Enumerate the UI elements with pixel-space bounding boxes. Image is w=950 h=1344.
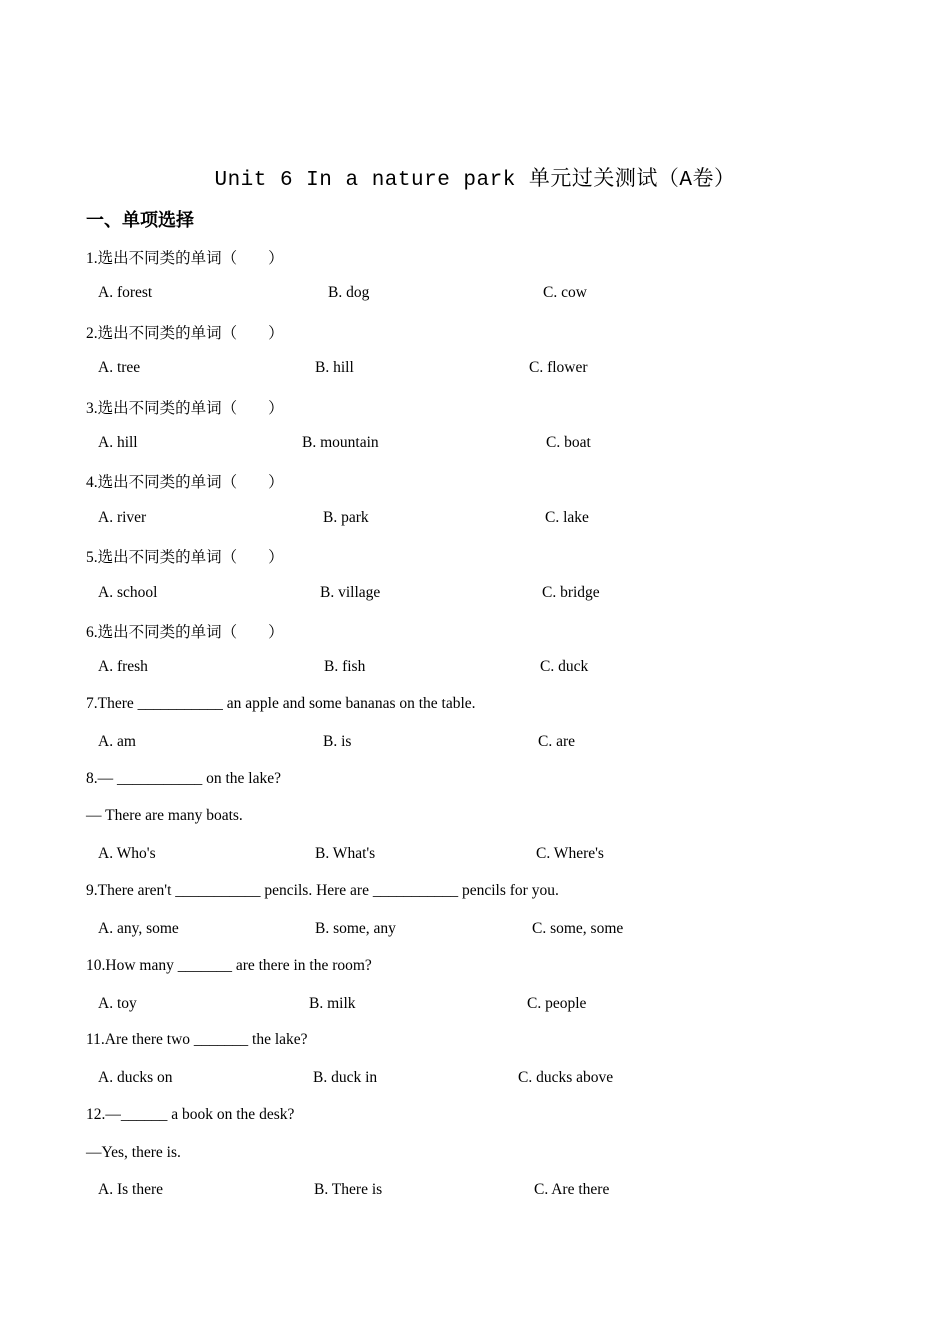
option-c: C. Are there — [534, 1181, 610, 1198]
option-c: C. ducks above — [518, 1069, 614, 1086]
question-stem: 2.选出不同类的单词（ ） — [86, 325, 284, 342]
option-c: C. bridge — [542, 584, 600, 601]
option-c: C. boat — [546, 434, 591, 451]
option-a: A. forest — [98, 284, 153, 301]
option-a: A. any, some — [98, 920, 179, 937]
option-a: A. ducks on — [98, 1069, 173, 1086]
question-stem: 7.There ___________ an apple and some bananas on the table. — [86, 695, 476, 712]
question-stem: 9.There aren't ___________ pencils. Here are ___________ pencils for you. — [86, 882, 559, 899]
option-b: B. duck in — [313, 1069, 378, 1086]
option-a: A. Is there — [98, 1181, 163, 1198]
option-a: A. river — [98, 509, 147, 526]
option-a: A. toy — [98, 995, 137, 1012]
option-a: A. school — [98, 584, 158, 601]
option-b: B. milk — [309, 995, 356, 1012]
question-stem: 12.—______ a book on the desk? — [86, 1106, 295, 1123]
option-c: C. duck — [540, 658, 589, 675]
option-c: C. cow — [543, 284, 587, 301]
question-stem: 10.How many _______ are there in the room? — [86, 957, 372, 974]
question-stem: 6.选出不同类的单词（ ） — [86, 624, 284, 641]
option-b: B. park — [323, 509, 369, 526]
option-b: B. some, any — [315, 920, 396, 937]
option-b: B. village — [320, 584, 381, 601]
question-stem: 4.选出不同类的单词（ ） — [86, 474, 284, 491]
option-a: A. tree — [98, 359, 141, 376]
question-stem: 1.选出不同类的单词（ ） — [86, 250, 284, 267]
question-stem: 11.Are there two _______ the lake? — [86, 1031, 308, 1048]
option-b: B. fish — [324, 658, 366, 675]
page-title: Unit 6 In a nature park 单元过关测试（A卷） — [214, 169, 736, 192]
option-a: A. fresh — [98, 658, 148, 675]
question-reply: — There are many boats. — [86, 807, 243, 824]
option-c: C. lake — [545, 509, 589, 526]
question-stem: 8.— ___________ on the lake? — [86, 770, 282, 787]
option-c: C. Where's — [536, 845, 604, 862]
option-b: B. What's — [315, 845, 376, 862]
question-stem: 5.选出不同类的单词（ ） — [86, 549, 284, 566]
option-c: C. some, some — [532, 920, 624, 937]
option-b: B. mountain — [302, 434, 379, 451]
option-a: A. Who's — [98, 845, 156, 862]
option-b: B. hill — [315, 359, 354, 376]
option-b: B. dog — [328, 284, 370, 301]
section-heading: 一、单项选择 — [86, 210, 194, 231]
option-c: C. flower — [529, 359, 588, 376]
question-stem: 3.选出不同类的单词（ ） — [86, 400, 284, 417]
option-c: C. are — [538, 733, 576, 750]
option-a: A. hill — [98, 434, 138, 451]
option-c: C. people — [527, 995, 587, 1012]
option-a: A. am — [98, 733, 136, 750]
option-b: B. There is — [314, 1181, 383, 1198]
option-b: B. is — [323, 733, 352, 750]
question-reply: —Yes, there is. — [86, 1144, 181, 1161]
